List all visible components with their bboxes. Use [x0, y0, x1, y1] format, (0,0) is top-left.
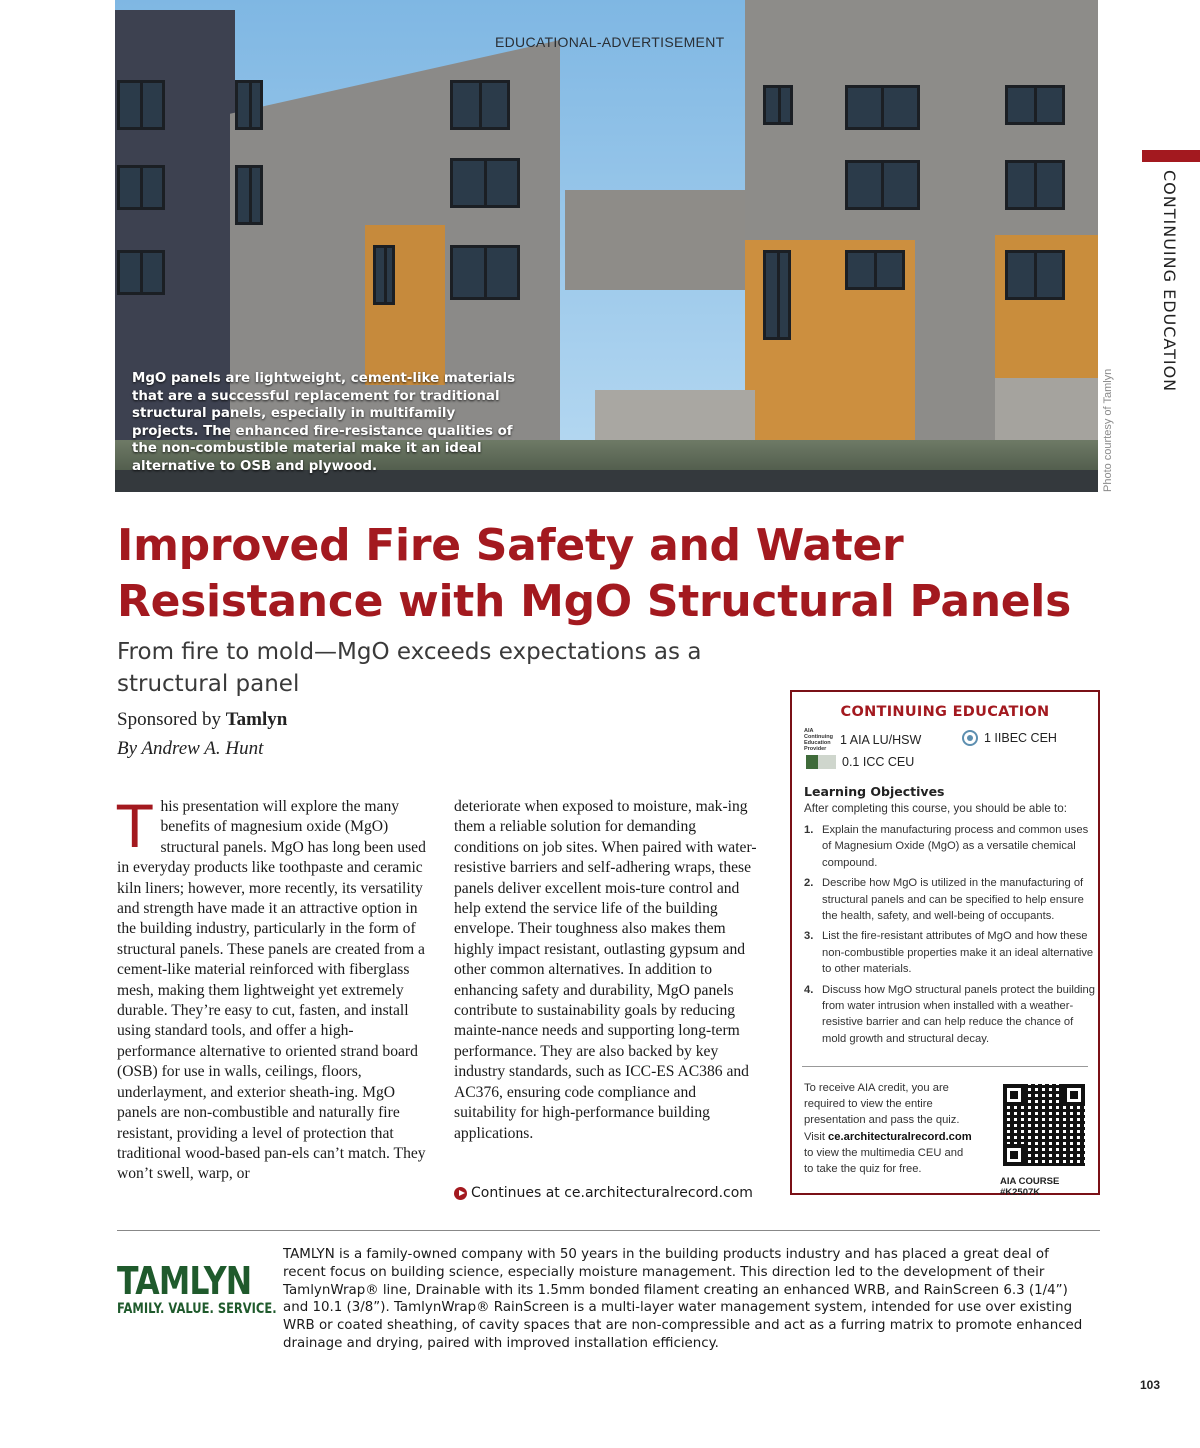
ce-box-divider: [802, 1066, 1088, 1067]
objective-item: [804, 822, 1096, 871]
section-tab-label: CONTINUING EDUCATION: [1160, 170, 1179, 393]
hero-photo: [115, 0, 1098, 492]
instructions-text: To receive AIA credit, you are required to view the entire presentation and pass the quiz. Visit: [804, 1082, 960, 1143]
photo-window: [235, 80, 263, 130]
continuing-education-box: [790, 690, 1100, 1198]
photo-credit: Photo courtesy of Tamlyn: [1102, 368, 1114, 492]
objective-number: 2.: [804, 877, 814, 890]
body-text-1: his presentation will explore the many benefits of magnesium oxide (MgO) structural panels. MgO has long been used in everyday products like toothpaste and ceramic kiln liners; however, more recently, its versatility and strength have made it an attractive option in the building industry, particularly in the form of structural panels. These panels are created from a cement-like material reinforced with fiberglass mesh, making them lightweight yet extremely durable. They’re easy to cut, fasten, and install using standard tools, and offer a high-performance alternative to oriented strand board (OSB) for use in walls, ceilings, floors, underlayment, and exterior sheath-ing. MgO panels are non-combustible and naturally fire resistant, providing a level of protection that traditional wood-based pan-els can’t match. They won’t swell, warp, or: [117, 798, 426, 1183]
logo-tagline: FAMILY. VALUE. SERVICE.: [117, 1301, 277, 1317]
photo-window: [763, 250, 791, 340]
aia-provider-icon: AIA Continuing Education Provider: [804, 728, 834, 752]
photo-window: [1005, 250, 1065, 300]
photo-window: [117, 250, 165, 295]
objective-number: 1.: [804, 824, 814, 836]
section-tab-bar: [1142, 150, 1200, 162]
sponsor-line: [117, 709, 287, 731]
photo-window: [450, 245, 520, 300]
photo-window: [117, 80, 165, 130]
continues-text: Continues at ce.architecturalrecord.com: [471, 1185, 753, 1201]
play-arrow-icon: [454, 1187, 467, 1200]
icc-logo-icon: [806, 755, 836, 769]
logo-wordmark: TAMLYN: [117, 1259, 252, 1303]
learning-objectives-heading: Learning Objectives: [804, 784, 945, 799]
objective-number: 3.: [804, 930, 814, 943]
photo-wall-right: [995, 378, 1098, 448]
qr-code[interactable]: [1003, 1084, 1085, 1166]
learning-objectives-intro: After completing this course, you should be able to:: [804, 802, 1067, 815]
sponsor-prefix: Sponsored by: [117, 709, 221, 730]
qr-finder-icon: [1003, 1144, 1025, 1166]
photo-retaining-wall: [595, 390, 755, 445]
photo-window: [450, 80, 510, 130]
objective-text: List the fire-resistant attributes of MgO and how these non-combustible properties make it an ideal alternative to other materials.: [822, 930, 1094, 976]
photo-window: [845, 160, 920, 210]
author-byline: By Andrew A. Hunt: [117, 738, 264, 759]
iibec-credit-label: 1 IIBEC CEH: [984, 731, 1057, 745]
sponsor-about-text: TAMLYN is a family-owned company with 50 years in the building products industry and has placed a great deal of recent focus on building science, especially moisture management. This direction led to the development of their TamlynWrap® line, Drainable with its 1.5mm bonded filament creating an enhanced WRB, and RainScreen 6.3 (1/4”) and 10.1 (3/8”). TamlynWrap® RainScreen is a multi-layer water management system, intended for use over existing WRB or coated sheathing, of cavity spaces that are non-compressible and act as a furring matrix to promote enhanced drainage and drying, paired with improved installation efficiency.: [283, 1247, 1083, 1351]
objective-text: Describe how MgO is utilized in the manufacturing of structural panels and can be specified to help ensure the health, safety, and well-being of occupants.: [822, 877, 1084, 923]
objective-number: 4.: [804, 983, 814, 996]
photo-window: [763, 85, 793, 125]
photo-window: [1005, 85, 1065, 125]
continues-link[interactable]: [454, 1185, 753, 1201]
body-column-2: [454, 797, 759, 1144]
photo-window: [235, 165, 263, 225]
sponsor-name: Tamlyn: [225, 709, 288, 730]
icc-credit-label: 0.1 ICC CEU: [842, 755, 915, 769]
photo-walkway: [565, 190, 745, 290]
photo-window: [450, 158, 520, 208]
aia-course-number: AIA COURSE #K2507K: [1000, 1176, 1060, 1198]
photo-caption: MgO panels are lightweight, cement-like materials that are a successful replacement for traditional structural panels, especially in multifamily projects. The enhanced fire-resistance qualities of the non-combustible material make it an ideal alternative to OSB and plywood.: [132, 371, 516, 474]
page-number: 103: [1140, 1378, 1161, 1392]
objective-item: [804, 928, 1096, 977]
photo-window: [845, 85, 920, 130]
photo-window: [845, 250, 905, 290]
instructions-text-end: to view the multimedia CEU and to take the quiz for free.: [804, 1146, 964, 1176]
ce-box-title: CONTINUING EDUCATION: [840, 704, 1050, 720]
body-text-2: deteriorate when exposed to moisture, mak-ing them a reliable solution for demanding conditions on job sites. When paired with water-resistive barriers and self-adhering wraps, these panels deliver excellent mois-ture control and help extend the service life of the building envelope. Their toughness also makes them highly impact resistant, outlasting gypsum and other common alternatives. In addition to enhancing safety and durability, MgO panels contribute to sustainability goals by reducing mainte-nance needs and supporting long-term performance. They are also backed by key industry standards, such as ICC-ES AC386 and AC376, ensuring code compliance and suitability for high-performance building applications.: [454, 798, 757, 1142]
drop-cap: T: [117, 793, 153, 861]
photo-window: [1005, 160, 1065, 210]
photo-window: [373, 245, 395, 305]
qr-finder-icon: [1003, 1084, 1025, 1106]
learning-objectives-list: [804, 822, 1096, 1051]
icc-credit: [806, 755, 914, 769]
iibec-credit: [962, 730, 1057, 746]
qr-finder-icon: [1063, 1084, 1085, 1106]
objective-item: [804, 875, 1096, 924]
objective-text: Explain the manufacturing process and common uses of Magnesium Oxide (MgO) as a versatile chemical compound.: [822, 824, 1089, 869]
objective-text: Discuss how MgO structural panels protect the building from water intrusion when installed with a weather-resistive barrier and can help reduce the chance of mold growth and structural decay.: [822, 983, 1095, 1045]
aia-credit-label: 1 AIA LU/HSW: [840, 733, 922, 747]
article-title: Improved Fire Safety and Water Resistance with MgO Structural Panels: [117, 520, 1071, 627]
body-column-1: [117, 793, 430, 1185]
ce-website-link[interactable]: ce.architecturalrecord.com: [828, 1130, 972, 1143]
iibec-logo-icon: [962, 730, 978, 746]
aia-credit: [804, 728, 921, 752]
article-subtitle: From fire to mold—MgO exceeds expectations as a structural panel: [117, 639, 702, 697]
tamlyn-logo: [117, 1259, 277, 1317]
objective-item: [804, 982, 1096, 1048]
educational-advertisement-label: EDUCATIONAL-ADVERTISEMENT: [495, 34, 725, 50]
footer-divider: [117, 1230, 1100, 1231]
aia-credit-instructions: [804, 1080, 974, 1177]
photo-window: [117, 165, 165, 210]
